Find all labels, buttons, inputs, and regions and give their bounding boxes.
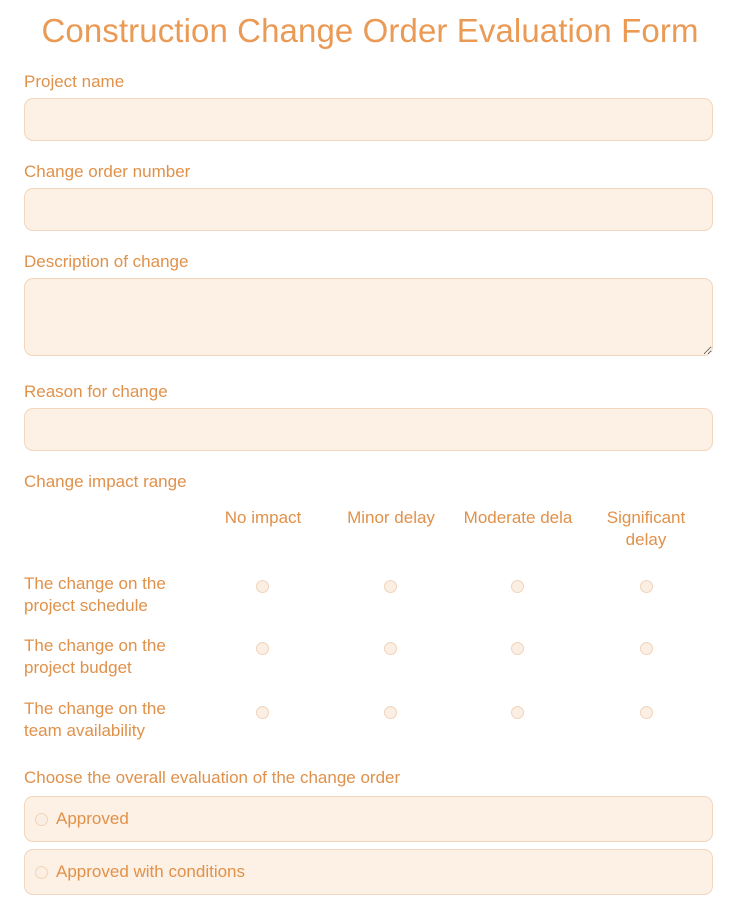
radio-team-significant-delay[interactable] — [640, 706, 653, 719]
option-approved-with-conditions[interactable] — [24, 849, 713, 895]
project-name-input[interactable] — [24, 98, 713, 141]
radio-schedule-significant-delay[interactable] — [640, 580, 653, 593]
evaluation-label: Choose the overall evaluation of the change order — [24, 768, 401, 787]
radio-approved[interactable] — [35, 813, 48, 826]
row-label-budget: The change on the project budget — [24, 636, 166, 677]
radio-schedule-moderate-delay[interactable] — [511, 580, 524, 593]
radio-budget-significant-delay[interactable] — [640, 642, 653, 655]
description-label: Description of change — [24, 252, 189, 271]
radio-budget-minor-delay[interactable] — [384, 642, 397, 655]
change-order-number-input[interactable] — [24, 188, 713, 231]
option-approved-label: Approved — [56, 809, 129, 828]
row-label-team: The change on the team availability — [24, 699, 166, 740]
change-order-number-label: Change order number — [24, 162, 191, 181]
radio-schedule-minor-delay[interactable] — [384, 580, 397, 593]
project-name-label: Project name — [24, 72, 125, 91]
radio-schedule-no-impact[interactable] — [256, 580, 269, 593]
radio-budget-no-impact[interactable] — [256, 642, 269, 655]
column-header-no-impact: No impact — [224, 508, 302, 527]
reason-label: Reason for change — [24, 382, 168, 401]
row-label-schedule: The change on the project schedule — [24, 574, 166, 615]
reason-input[interactable] — [24, 408, 713, 451]
column-header-moderate-delay: Moderate dela — [463, 508, 573, 527]
radio-budget-moderate-delay[interactable] — [511, 642, 524, 655]
radio-team-moderate-delay[interactable] — [511, 706, 524, 719]
column-header-significant-delay: Significant delay — [606, 508, 686, 549]
radio-team-no-impact[interactable] — [256, 706, 269, 719]
form-title: Construction Change Order Evaluation Form — [41, 12, 699, 49]
impact-range-label: Change impact range — [24, 472, 187, 491]
radio-approved-with-conditions[interactable] — [35, 866, 48, 879]
option-approved[interactable] — [24, 796, 713, 842]
option-approved-with-conditions-label: Approved with conditions — [56, 862, 246, 881]
radio-team-minor-delay[interactable] — [384, 706, 397, 719]
column-header-minor-delay: Minor delay — [347, 508, 435, 527]
description-textarea[interactable] — [24, 278, 713, 356]
